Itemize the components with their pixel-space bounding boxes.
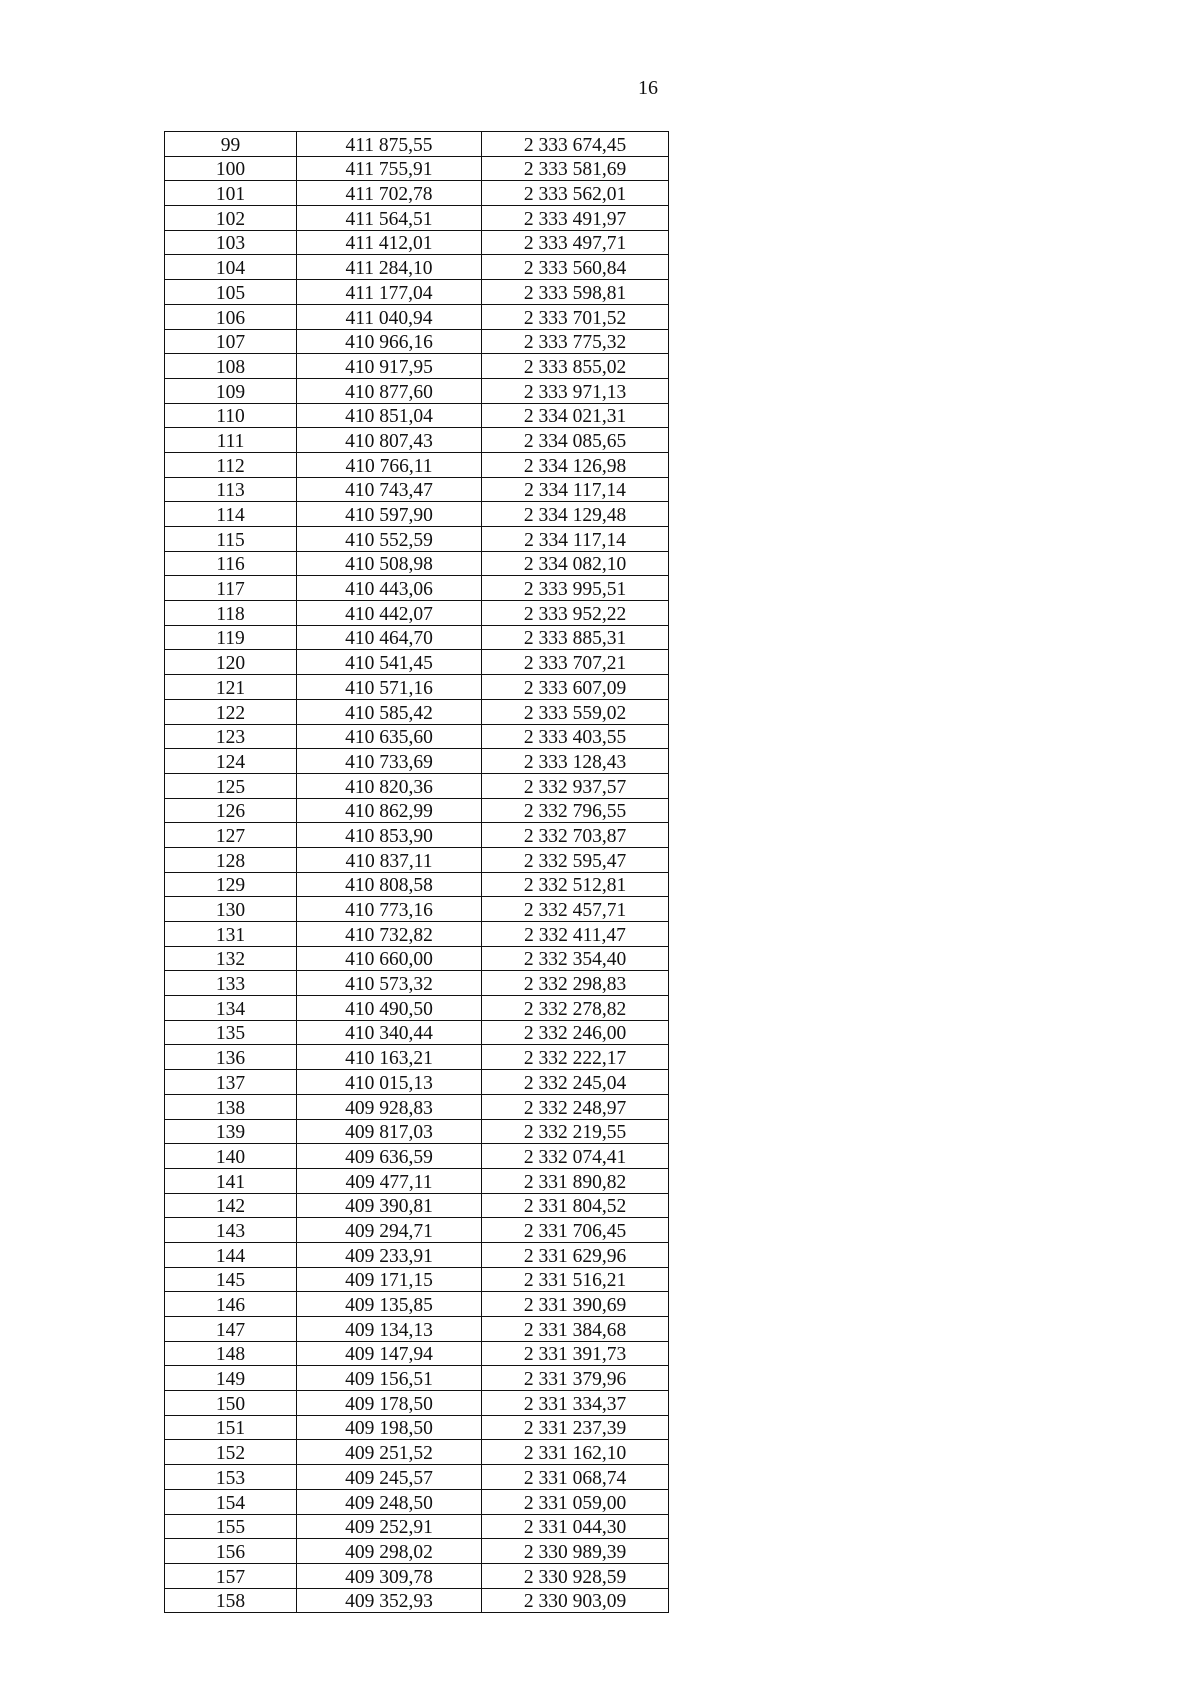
point-number-cell: 154 bbox=[165, 1489, 297, 1514]
point-number-cell: 140 bbox=[165, 1144, 297, 1169]
y-coordinate-cell: 2 330 903,09 bbox=[482, 1588, 669, 1613]
y-coordinate-cell: 2 333 701,52 bbox=[482, 304, 669, 329]
table-row bbox=[165, 280, 669, 305]
table-row bbox=[165, 625, 669, 650]
y-coordinate-cell: 2 331 068,74 bbox=[482, 1465, 669, 1490]
y-coordinate-cell: 2 331 629,96 bbox=[482, 1242, 669, 1267]
x-coordinate-cell: 409 390,81 bbox=[297, 1193, 482, 1218]
y-coordinate-cell: 2 333 491,97 bbox=[482, 206, 669, 231]
x-coordinate-cell: 410 340,44 bbox=[297, 1020, 482, 1045]
y-coordinate-cell: 2 332 595,47 bbox=[482, 847, 669, 872]
x-coordinate-cell: 410 597,90 bbox=[297, 502, 482, 527]
point-number-cell: 107 bbox=[165, 329, 297, 354]
y-coordinate-cell: 2 333 607,09 bbox=[482, 675, 669, 700]
x-coordinate-cell: 409 245,57 bbox=[297, 1465, 482, 1490]
y-coordinate-cell: 2 331 334,37 bbox=[482, 1391, 669, 1416]
table-row bbox=[165, 1588, 669, 1613]
x-coordinate-cell: 410 853,90 bbox=[297, 823, 482, 848]
y-coordinate-cell: 2 331 391,73 bbox=[482, 1341, 669, 1366]
y-coordinate-cell: 2 333 560,84 bbox=[482, 255, 669, 280]
point-number-cell: 116 bbox=[165, 551, 297, 576]
table-row bbox=[165, 527, 669, 552]
table-row bbox=[165, 1465, 669, 1490]
point-number-cell: 100 bbox=[165, 156, 297, 181]
table-row bbox=[165, 1539, 669, 1564]
x-coordinate-cell: 410 464,70 bbox=[297, 625, 482, 650]
point-number-cell: 111 bbox=[165, 428, 297, 453]
point-number-cell: 146 bbox=[165, 1292, 297, 1317]
x-coordinate-cell: 411 702,78 bbox=[297, 181, 482, 206]
x-coordinate-cell: 409 352,93 bbox=[297, 1588, 482, 1613]
y-coordinate-cell: 2 331 390,69 bbox=[482, 1292, 669, 1317]
y-coordinate-cell: 2 332 298,83 bbox=[482, 971, 669, 996]
x-coordinate-cell: 410 732,82 bbox=[297, 922, 482, 947]
table-row bbox=[165, 1144, 669, 1169]
y-coordinate-cell: 2 333 674,45 bbox=[482, 132, 669, 157]
table-row bbox=[165, 922, 669, 947]
x-coordinate-cell: 410 490,50 bbox=[297, 996, 482, 1021]
table-row bbox=[165, 724, 669, 749]
table-row bbox=[165, 132, 669, 157]
point-number-cell: 123 bbox=[165, 724, 297, 749]
point-number-cell: 115 bbox=[165, 527, 297, 552]
table-row bbox=[165, 971, 669, 996]
x-coordinate-cell: 411 564,51 bbox=[297, 206, 482, 231]
point-number-cell: 108 bbox=[165, 354, 297, 379]
table-row bbox=[165, 230, 669, 255]
point-number-cell: 148 bbox=[165, 1341, 297, 1366]
table-row bbox=[165, 1218, 669, 1243]
x-coordinate-cell: 409 636,59 bbox=[297, 1144, 482, 1169]
y-coordinate-cell: 2 332 278,82 bbox=[482, 996, 669, 1021]
point-number-cell: 151 bbox=[165, 1415, 297, 1440]
table-row bbox=[165, 1440, 669, 1465]
table-row bbox=[165, 897, 669, 922]
x-coordinate-cell: 410 877,60 bbox=[297, 378, 482, 403]
point-number-cell: 144 bbox=[165, 1242, 297, 1267]
x-coordinate-cell: 409 134,13 bbox=[297, 1317, 482, 1342]
y-coordinate-cell: 2 334 126,98 bbox=[482, 452, 669, 477]
x-coordinate-cell: 411 412,01 bbox=[297, 230, 482, 255]
point-number-cell: 139 bbox=[165, 1119, 297, 1144]
point-number-cell: 106 bbox=[165, 304, 297, 329]
table-row bbox=[165, 1415, 669, 1440]
coordinates-table-body bbox=[165, 132, 669, 1613]
x-coordinate-cell: 410 585,42 bbox=[297, 699, 482, 724]
x-coordinate-cell: 409 178,50 bbox=[297, 1391, 482, 1416]
y-coordinate-cell: 2 333 559,02 bbox=[482, 699, 669, 724]
point-number-cell: 119 bbox=[165, 625, 297, 650]
y-coordinate-cell: 2 333 497,71 bbox=[482, 230, 669, 255]
x-coordinate-cell: 411 040,94 bbox=[297, 304, 482, 329]
table-row bbox=[165, 1193, 669, 1218]
table-row bbox=[165, 329, 669, 354]
point-number-cell: 101 bbox=[165, 181, 297, 206]
y-coordinate-cell: 2 333 855,02 bbox=[482, 354, 669, 379]
x-coordinate-cell: 410 773,16 bbox=[297, 897, 482, 922]
x-coordinate-cell: 409 135,85 bbox=[297, 1292, 482, 1317]
table-row bbox=[165, 798, 669, 823]
x-coordinate-cell: 409 252,91 bbox=[297, 1514, 482, 1539]
x-coordinate-cell: 410 442,07 bbox=[297, 601, 482, 626]
point-number-cell: 127 bbox=[165, 823, 297, 848]
table-row bbox=[165, 181, 669, 206]
point-number-cell: 136 bbox=[165, 1045, 297, 1070]
x-coordinate-cell: 410 733,69 bbox=[297, 749, 482, 774]
y-coordinate-cell: 2 333 598,81 bbox=[482, 280, 669, 305]
table-row bbox=[165, 1341, 669, 1366]
x-coordinate-cell: 410 552,59 bbox=[297, 527, 482, 552]
y-coordinate-cell: 2 332 937,57 bbox=[482, 773, 669, 798]
x-coordinate-cell: 410 443,06 bbox=[297, 576, 482, 601]
point-number-cell: 110 bbox=[165, 403, 297, 428]
table-row bbox=[165, 650, 669, 675]
point-number-cell: 103 bbox=[165, 230, 297, 255]
x-coordinate-cell: 409 251,52 bbox=[297, 1440, 482, 1465]
x-coordinate-cell: 410 966,16 bbox=[297, 329, 482, 354]
table-row bbox=[165, 996, 669, 1021]
x-coordinate-cell: 409 156,51 bbox=[297, 1366, 482, 1391]
table-row bbox=[165, 1045, 669, 1070]
y-coordinate-cell: 2 333 562,01 bbox=[482, 181, 669, 206]
y-coordinate-cell: 2 331 044,30 bbox=[482, 1514, 669, 1539]
x-coordinate-cell: 409 147,94 bbox=[297, 1341, 482, 1366]
y-coordinate-cell: 2 332 796,55 bbox=[482, 798, 669, 823]
y-coordinate-cell: 2 333 403,55 bbox=[482, 724, 669, 749]
point-number-cell: 104 bbox=[165, 255, 297, 280]
point-number-cell: 141 bbox=[165, 1168, 297, 1193]
point-number-cell: 147 bbox=[165, 1317, 297, 1342]
point-number-cell: 131 bbox=[165, 922, 297, 947]
point-number-cell: 156 bbox=[165, 1539, 297, 1564]
point-number-cell: 145 bbox=[165, 1267, 297, 1292]
table-row bbox=[165, 403, 669, 428]
point-number-cell: 134 bbox=[165, 996, 297, 1021]
y-coordinate-cell: 2 332 354,40 bbox=[482, 946, 669, 971]
table-row bbox=[165, 1119, 669, 1144]
x-coordinate-cell: 410 766,11 bbox=[297, 452, 482, 477]
table-row bbox=[165, 1366, 669, 1391]
point-number-cell: 120 bbox=[165, 650, 297, 675]
y-coordinate-cell: 2 331 890,82 bbox=[482, 1168, 669, 1193]
x-coordinate-cell: 410 837,11 bbox=[297, 847, 482, 872]
y-coordinate-cell: 2 334 021,31 bbox=[482, 403, 669, 428]
x-coordinate-cell: 410 573,32 bbox=[297, 971, 482, 996]
x-coordinate-cell: 409 294,71 bbox=[297, 1218, 482, 1243]
point-number-cell: 113 bbox=[165, 477, 297, 502]
y-coordinate-cell: 2 333 995,51 bbox=[482, 576, 669, 601]
x-coordinate-cell: 410 571,16 bbox=[297, 675, 482, 700]
table-row bbox=[165, 1514, 669, 1539]
x-coordinate-cell: 410 917,95 bbox=[297, 354, 482, 379]
point-number-cell: 153 bbox=[165, 1465, 297, 1490]
table-row bbox=[165, 1070, 669, 1095]
table-row bbox=[165, 452, 669, 477]
table-row bbox=[165, 576, 669, 601]
x-coordinate-cell: 410 660,00 bbox=[297, 946, 482, 971]
table-row bbox=[165, 477, 669, 502]
y-coordinate-cell: 2 334 129,48 bbox=[482, 502, 669, 527]
table-row bbox=[165, 675, 669, 700]
coordinates-table bbox=[164, 131, 669, 1613]
table-row bbox=[165, 823, 669, 848]
y-coordinate-cell: 2 333 707,21 bbox=[482, 650, 669, 675]
x-coordinate-cell: 410 808,58 bbox=[297, 872, 482, 897]
y-coordinate-cell: 2 333 128,43 bbox=[482, 749, 669, 774]
point-number-cell: 117 bbox=[165, 576, 297, 601]
page-number: 16 bbox=[638, 77, 658, 99]
x-coordinate-cell: 410 163,21 bbox=[297, 1045, 482, 1070]
y-coordinate-cell: 2 330 928,59 bbox=[482, 1563, 669, 1588]
y-coordinate-cell: 2 333 885,31 bbox=[482, 625, 669, 650]
point-number-cell: 122 bbox=[165, 699, 297, 724]
point-number-cell: 114 bbox=[165, 502, 297, 527]
table-row bbox=[165, 304, 669, 329]
table-row bbox=[165, 206, 669, 231]
y-coordinate-cell: 2 331 162,10 bbox=[482, 1440, 669, 1465]
y-coordinate-cell: 2 331 706,45 bbox=[482, 1218, 669, 1243]
y-coordinate-cell: 2 332 074,41 bbox=[482, 1144, 669, 1169]
y-coordinate-cell: 2 330 989,39 bbox=[482, 1539, 669, 1564]
point-number-cell: 128 bbox=[165, 847, 297, 872]
y-coordinate-cell: 2 332 248,97 bbox=[482, 1094, 669, 1119]
x-coordinate-cell: 409 928,83 bbox=[297, 1094, 482, 1119]
table-row bbox=[165, 1563, 669, 1588]
table-row bbox=[165, 1242, 669, 1267]
point-number-cell: 152 bbox=[165, 1440, 297, 1465]
point-number-cell: 158 bbox=[165, 1588, 297, 1613]
y-coordinate-cell: 2 332 512,81 bbox=[482, 872, 669, 897]
y-coordinate-cell: 2 331 237,39 bbox=[482, 1415, 669, 1440]
y-coordinate-cell: 2 332 411,47 bbox=[482, 922, 669, 947]
x-coordinate-cell: 409 233,91 bbox=[297, 1242, 482, 1267]
table-row bbox=[165, 502, 669, 527]
table-row bbox=[165, 551, 669, 576]
table-row bbox=[165, 1020, 669, 1045]
point-number-cell: 155 bbox=[165, 1514, 297, 1539]
x-coordinate-cell: 409 298,02 bbox=[297, 1539, 482, 1564]
point-number-cell: 135 bbox=[165, 1020, 297, 1045]
x-coordinate-cell: 409 198,50 bbox=[297, 1415, 482, 1440]
x-coordinate-cell: 410 851,04 bbox=[297, 403, 482, 428]
x-coordinate-cell: 410 820,36 bbox=[297, 773, 482, 798]
y-coordinate-cell: 2 334 117,14 bbox=[482, 477, 669, 502]
x-coordinate-cell: 410 015,13 bbox=[297, 1070, 482, 1095]
x-coordinate-cell: 409 171,15 bbox=[297, 1267, 482, 1292]
y-coordinate-cell: 2 331 384,68 bbox=[482, 1317, 669, 1342]
y-coordinate-cell: 2 332 246,00 bbox=[482, 1020, 669, 1045]
point-number-cell: 143 bbox=[165, 1218, 297, 1243]
point-number-cell: 150 bbox=[165, 1391, 297, 1416]
table-row bbox=[165, 872, 669, 897]
x-coordinate-cell: 409 248,50 bbox=[297, 1489, 482, 1514]
x-coordinate-cell: 411 755,91 bbox=[297, 156, 482, 181]
x-coordinate-cell: 411 284,10 bbox=[297, 255, 482, 280]
table-row bbox=[165, 699, 669, 724]
point-number-cell: 124 bbox=[165, 749, 297, 774]
table-row bbox=[165, 749, 669, 774]
point-number-cell: 118 bbox=[165, 601, 297, 626]
y-coordinate-cell: 2 331 379,96 bbox=[482, 1366, 669, 1391]
point-number-cell: 112 bbox=[165, 452, 297, 477]
y-coordinate-cell: 2 331 804,52 bbox=[482, 1193, 669, 1218]
table-row bbox=[165, 1489, 669, 1514]
table-row bbox=[165, 1391, 669, 1416]
point-number-cell: 109 bbox=[165, 378, 297, 403]
point-number-cell: 132 bbox=[165, 946, 297, 971]
x-coordinate-cell: 410 508,98 bbox=[297, 551, 482, 576]
point-number-cell: 121 bbox=[165, 675, 297, 700]
y-coordinate-cell: 2 333 971,13 bbox=[482, 378, 669, 403]
point-number-cell: 138 bbox=[165, 1094, 297, 1119]
table-row bbox=[165, 378, 669, 403]
table-row bbox=[165, 847, 669, 872]
y-coordinate-cell: 2 332 703,87 bbox=[482, 823, 669, 848]
x-coordinate-cell: 411 177,04 bbox=[297, 280, 482, 305]
y-coordinate-cell: 2 332 222,17 bbox=[482, 1045, 669, 1070]
point-number-cell: 129 bbox=[165, 872, 297, 897]
point-number-cell: 105 bbox=[165, 280, 297, 305]
y-coordinate-cell: 2 332 457,71 bbox=[482, 897, 669, 922]
table-row bbox=[165, 1317, 669, 1342]
x-coordinate-cell: 410 743,47 bbox=[297, 477, 482, 502]
point-number-cell: 99 bbox=[165, 132, 297, 157]
y-coordinate-cell: 2 334 117,14 bbox=[482, 527, 669, 552]
point-number-cell: 142 bbox=[165, 1193, 297, 1218]
table-row bbox=[165, 601, 669, 626]
point-number-cell: 137 bbox=[165, 1070, 297, 1095]
point-number-cell: 125 bbox=[165, 773, 297, 798]
point-number-cell: 149 bbox=[165, 1366, 297, 1391]
table-row bbox=[165, 1292, 669, 1317]
point-number-cell: 157 bbox=[165, 1563, 297, 1588]
table-row bbox=[165, 428, 669, 453]
point-number-cell: 133 bbox=[165, 971, 297, 996]
x-coordinate-cell: 409 817,03 bbox=[297, 1119, 482, 1144]
point-number-cell: 130 bbox=[165, 897, 297, 922]
table-row bbox=[165, 1094, 669, 1119]
point-number-cell: 102 bbox=[165, 206, 297, 231]
y-coordinate-cell: 2 334 082,10 bbox=[482, 551, 669, 576]
point-number-cell: 126 bbox=[165, 798, 297, 823]
table-row bbox=[165, 354, 669, 379]
table-row bbox=[165, 255, 669, 280]
y-coordinate-cell: 2 333 952,22 bbox=[482, 601, 669, 626]
table-row bbox=[165, 773, 669, 798]
table-row bbox=[165, 1267, 669, 1292]
y-coordinate-cell: 2 334 085,65 bbox=[482, 428, 669, 453]
x-coordinate-cell: 409 477,11 bbox=[297, 1168, 482, 1193]
x-coordinate-cell: 411 875,55 bbox=[297, 132, 482, 157]
table-row bbox=[165, 1168, 669, 1193]
x-coordinate-cell: 410 635,60 bbox=[297, 724, 482, 749]
x-coordinate-cell: 410 807,43 bbox=[297, 428, 482, 453]
x-coordinate-cell: 410 541,45 bbox=[297, 650, 482, 675]
table-row bbox=[165, 156, 669, 181]
x-coordinate-cell: 410 862,99 bbox=[297, 798, 482, 823]
y-coordinate-cell: 2 331 059,00 bbox=[482, 1489, 669, 1514]
table-row bbox=[165, 946, 669, 971]
y-coordinate-cell: 2 333 775,32 bbox=[482, 329, 669, 354]
y-coordinate-cell: 2 331 516,21 bbox=[482, 1267, 669, 1292]
y-coordinate-cell: 2 332 245,04 bbox=[482, 1070, 669, 1095]
y-coordinate-cell: 2 332 219,55 bbox=[482, 1119, 669, 1144]
y-coordinate-cell: 2 333 581,69 bbox=[482, 156, 669, 181]
x-coordinate-cell: 409 309,78 bbox=[297, 1563, 482, 1588]
